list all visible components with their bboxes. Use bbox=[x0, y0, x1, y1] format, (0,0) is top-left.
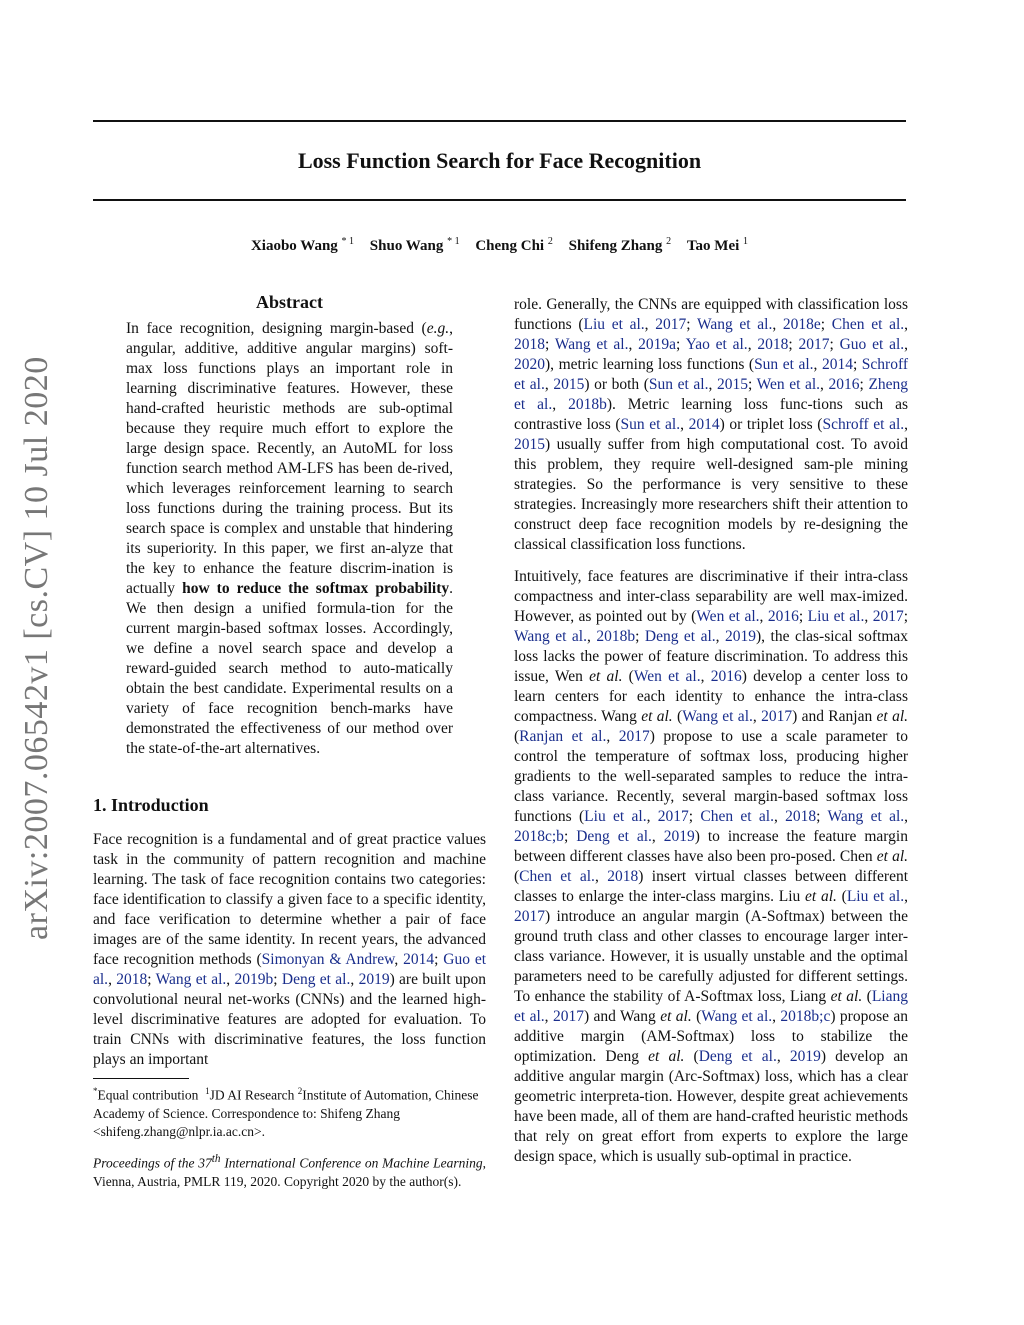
citation-link[interactable]: Deng et al. bbox=[644, 628, 716, 645]
abstract-body: In face recognition, designing margin-based (e.g., angular, additive, additive angular margins) soft-max loss functions plays an important role in learning discriminative features. However, these hand-crafted heuristic methods are sub-optimal because they require much effort to explore the large design space. Recently, an AutoML for loss function search method AM-LFS has been de-rived, which leverages reinforcement learning to search loss functions during the training process. But its search space is complex and unstable that hindering its superiority. In this paper, we first an-alyze that the key to enhance the feature discrim-ination is actually how to reduce the softmax probability. We then design a unified formula-tion for the current margin-based softmax losses. Accordingly, we define a novel search space and develop a reward-guided search method to auto-matically obtain the best candidate. Experimental results on a variety of face recognition bench-marks have demonstrated the effectiveness of our method over the state-of-the-art alternatives. bbox=[126, 320, 453, 757]
citation-link[interactable]: Chen et al. bbox=[700, 808, 774, 825]
title-rule-bottom bbox=[93, 199, 906, 201]
citation-link[interactable]: 2019 bbox=[663, 828, 695, 845]
author: Shuo Wang $^{* 1}$ bbox=[369, 236, 460, 254]
author: Xiaobo Wang $^{* 1}$ bbox=[250, 236, 355, 254]
citation-link[interactable]: 2014 bbox=[688, 416, 720, 433]
citation-link[interactable]: 2017 bbox=[655, 316, 687, 333]
title-rule-top bbox=[93, 120, 906, 122]
citation-link[interactable]: Simonyan & Andrew bbox=[261, 951, 395, 968]
citation-link[interactable]: 2018 bbox=[757, 336, 789, 353]
footnote-rule bbox=[93, 1078, 189, 1079]
citation-link[interactable]: 2017 bbox=[552, 1008, 584, 1025]
citation-link[interactable]: 2018c;b bbox=[514, 828, 564, 845]
footnote: *Equal contribution $^1$JD AI Research $^2$Institute of Automation, Chinese Academy of Science. Correspondence to: Shifeng Zhang <shifeng.zhang@nlpr.ia.ac.cn>. bbox=[93, 1086, 479, 1139]
author: Cheng Chi $^2$ bbox=[475, 236, 553, 254]
citation-link[interactable]: Guo et al. bbox=[93, 951, 487, 988]
citation-link[interactable]: Liu et al. bbox=[583, 316, 645, 333]
citation-link[interactable]: 2018 bbox=[514, 336, 545, 353]
citation-link[interactable]: Deng et al. bbox=[576, 828, 652, 845]
citation-link[interactable]: Schroff et al. bbox=[822, 416, 905, 433]
citation-link[interactable]: Liu et al. bbox=[584, 808, 647, 825]
author: Tao Mei $^1$ bbox=[686, 236, 749, 254]
citation-link[interactable]: 2017 bbox=[872, 608, 904, 625]
citation-link[interactable]: 2019 bbox=[358, 971, 390, 988]
citation-link[interactable]: Sun et al. bbox=[620, 416, 681, 433]
citation-link[interactable]: Guo et al. bbox=[839, 336, 905, 353]
citation-link[interactable]: Wang et al. bbox=[155, 971, 227, 988]
citation-link[interactable]: 2016 bbox=[767, 608, 799, 625]
citation-link[interactable]: Deng et al. bbox=[281, 971, 351, 988]
citation-link[interactable]: 2016 bbox=[710, 668, 742, 685]
citation-link[interactable]: 2019 bbox=[789, 1048, 821, 1065]
citation-link[interactable]: Deng et al. bbox=[698, 1048, 777, 1065]
citation-link[interactable]: Ranjan et al. bbox=[519, 728, 607, 745]
section-heading-introduction: 1. Introduction bbox=[93, 795, 209, 815]
citation-link[interactable]: 2018 bbox=[607, 868, 639, 885]
citation-link[interactable]: Liang et al. bbox=[514, 988, 908, 1025]
citation-link[interactable]: Wang et al. bbox=[554, 336, 629, 353]
citation-link[interactable]: 2017 bbox=[761, 708, 793, 725]
citation-link[interactable]: 2015 bbox=[553, 376, 585, 393]
citation-link[interactable]: 2017 bbox=[798, 336, 830, 353]
citation-link[interactable]: 2020 bbox=[514, 356, 545, 373]
citation-link[interactable]: Wang et al. bbox=[701, 1008, 773, 1025]
citation-link[interactable]: 2018b bbox=[596, 628, 636, 645]
right-column bbox=[514, 295, 908, 1167]
citation-link[interactable]: 2017 bbox=[657, 808, 689, 825]
citation-link[interactable]: Wang et al. bbox=[827, 808, 905, 825]
citation-link[interactable]: 2017 bbox=[618, 728, 650, 745]
citation-link[interactable]: 2019 bbox=[725, 628, 757, 645]
intro-text: Face recognition is a fundamental and of great practice values task in the community of pattern recognition and machine learning. The task of face recognition contains two categories: face identification to classify a given face to a specific identity, and face verification to determine whether a pair of face images are of the same identity. In recent years, the advanced face recognition methods (Simonyan & Andrew, 2014; Guo et al., 2018; Wang et al., 2019b; Deng et al., 2019) are built upon convolutional neural net-works (CNNs) and the learned high-level discriminative features are adopted for evaluation. To train CNNs with discriminative features, the loss function plays an important bbox=[93, 831, 487, 1068]
citation-link[interactable]: 2014 bbox=[821, 356, 853, 373]
citation-link[interactable]: 2018b;c bbox=[780, 1008, 831, 1025]
citation-link[interactable]: Yao et al. bbox=[685, 336, 748, 353]
citation-link[interactable]: Chen et al. bbox=[831, 316, 905, 333]
abstract-heading: Abstract bbox=[256, 292, 323, 312]
citation-link[interactable]: Wen et al. bbox=[756, 376, 821, 393]
citation-link[interactable]: Wang et al. bbox=[514, 628, 587, 645]
author: Shifeng Zhang $^2$ bbox=[568, 236, 672, 254]
citation-link[interactable]: 2014 bbox=[403, 951, 435, 968]
citation-link[interactable]: Liu et al. bbox=[846, 888, 905, 905]
citation-link[interactable]: 2017 bbox=[514, 908, 545, 925]
citation-link[interactable]: 2018e bbox=[782, 316, 821, 333]
arxiv-stamp: arXiv:2007.06542v1 [cs.CV] 10 Jul 2020 bbox=[18, 356, 55, 940]
proceedings-note: Proceedings of the 37th International Conference on Machine Learning, Vienna, Austria, PMLR 119, 2020. Copyright 2020 by the author(s). bbox=[93, 1153, 486, 1189]
citation-link[interactable]: Schroff et al. bbox=[514, 356, 908, 393]
citation-link[interactable]: 2018 bbox=[785, 808, 817, 825]
citation-link[interactable]: Wang et al. bbox=[696, 316, 773, 333]
citation-link[interactable]: Wen et al. bbox=[633, 668, 701, 685]
paragraph-intuition: Intuitively, face features are discriminative if their intra-class compactness and inter-class separability are well max-imized. However, as pointed out by (Wen et al., 2016; Liu et al., 2017; Wang et al., 2018b; Deng et al., 2019), the clas-sical softmax loss lacks the power of feature discrimination. To address this issue, Wen et al. (Wen et al., 2016) develop a center loss to learn centers for each identity to enhance the intra-class compactness. Wang et al. (Wang et al., 2017) and Ranjan et al. (Ranjan et al., 2017) propose to use a scale parameter to control the temperature of softmax loss, producing higher gradients to the well-separated samples to reduce the intra-class variance. Recently, several margin-based softmax loss functions (Liu et al., 2017; Chen et al., 2018; Wang et al., 2018c;b; Deng et al., 2019) to increase the feature margin between different classes have also been pro-posed. Chen et al. (Chen et al., 2018) insert virtual classes between different classes to enlarge the inter-class margins. Liu et al. (Liu et al., 2017) introduce an angular margin (A-Softmax) between the ground truth class and other classes to encourage larger inter-class variance. However, it is usually unstable and the optimal parameters need to be carefully adjusted for different settings. To enhance the stability of A-Softmax loss, Liang et al. (Liang et al., 2017) and Wang et al. (Wang et al., 2018b;c) propose an additive margin (AM-Softmax) loss to stabilize the optimization. Deng et al. (Deng et al., 2019) develop an additive angular margin (Arc-Softmax) loss, which has a clear geometric interpreta-tion. However, despite great achievements have been made, all of them are hand-crafted heuristic methods that rely on great effort from experts to explore the large design space, which is usually sub-optimal in practice. bbox=[514, 568, 909, 1165]
introduction-paragraph bbox=[93, 830, 486, 1070]
citation-link[interactable]: 2015 bbox=[716, 376, 748, 393]
citation-link[interactable]: 2016 bbox=[828, 376, 860, 393]
citation-link[interactable]: 2018 bbox=[116, 971, 148, 988]
citation-link[interactable]: Sun et al. bbox=[754, 356, 814, 373]
citation-link[interactable]: 2019b bbox=[234, 971, 274, 988]
paper-title: Loss Function Search for Face Recognition bbox=[297, 148, 702, 173]
author-list bbox=[93, 236, 906, 255]
paragraph-loss-functions: role. Generally, the CNNs are equipped with classification loss functions (Liu et al., 2017; Wang et al., 2018e; Chen et al., 2018; Wang et al., 2019a; Yao et al., 2018; 2017; Guo et al., 2020), metric learning loss functions (Sun et al., 2014; Schroff et al., 2015) or both (Sun et al., 2015; Wen et al., 2016; Zheng et al., 2018b). Metric learning loss func-tions such as contrastive loss (Sun et al., 2014) or triplet loss (Schroff et al., 2015) usually suffer from high computational cost. To avoid this problem, they require well-designed sam-ple mining strategies. So the performance is very sensitive to these strategies. Increasingly more researchers shift their attention to construct deep face recognition models by re-designing the classical classification loss functions. bbox=[514, 296, 909, 553]
citation-link[interactable]: Wen et al. bbox=[696, 608, 760, 625]
citation-link[interactable]: Liu et al. bbox=[807, 608, 865, 625]
citation-link[interactable]: 2015 bbox=[514, 436, 545, 453]
citation-link[interactable]: 2019a bbox=[638, 336, 677, 353]
citation-link[interactable]: Wang et al. bbox=[682, 708, 753, 725]
citation-link[interactable]: Zheng et al. bbox=[514, 376, 909, 413]
citation-link[interactable]: 2018b bbox=[568, 396, 607, 413]
citation-link[interactable]: Sun et al. bbox=[648, 376, 709, 393]
citation-link[interactable]: Chen et al. bbox=[519, 868, 595, 885]
